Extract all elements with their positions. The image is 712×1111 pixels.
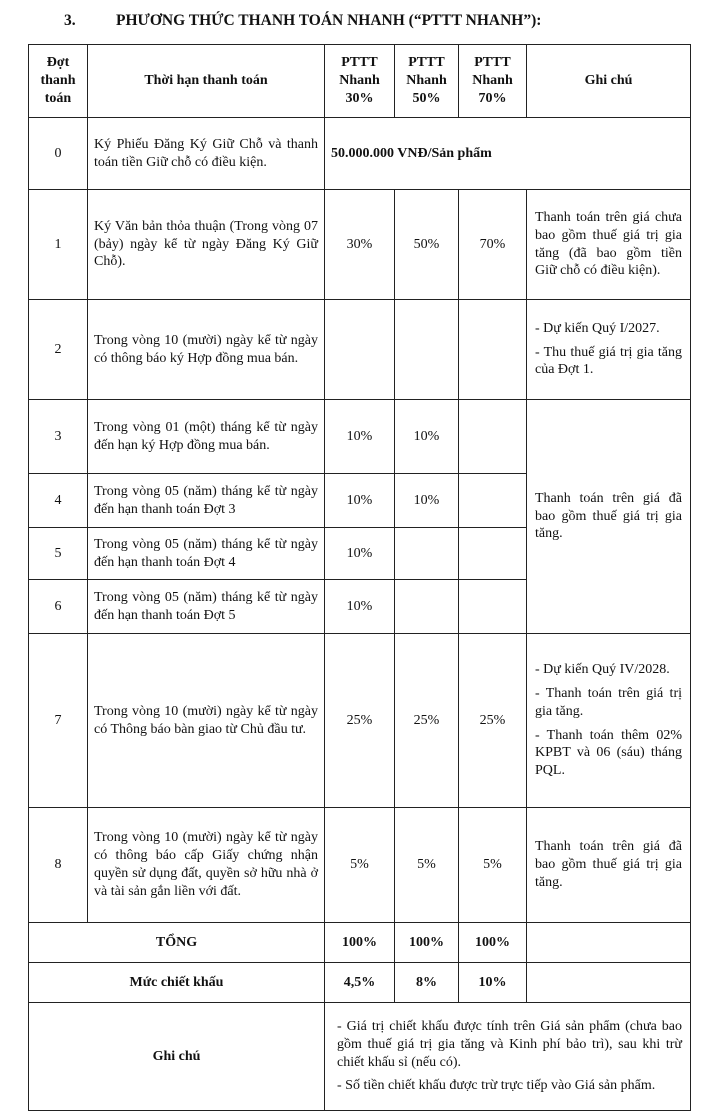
dot-cell: 1 <box>29 190 88 300</box>
table-row <box>29 808 691 923</box>
note-cell <box>527 634 691 808</box>
p70-cell <box>459 528 527 580</box>
p30-cell <box>325 300 395 400</box>
table-row <box>29 634 691 808</box>
note-line: - Dự kiến Quý I/2027. <box>535 320 660 336</box>
time-cell: Trong vòng 05 (năm) tháng kể từ ngày đến hạn thanh toán Đợt 3 <box>88 474 325 528</box>
p70-cell <box>459 400 527 474</box>
total-note-cell <box>527 923 691 963</box>
p50-cell: 50% <box>395 190 459 300</box>
p70-cell: 70% <box>459 190 527 300</box>
deposit-amount-cell: 50.000.000 VNĐ/Sản phẩm <box>325 118 691 190</box>
header-row <box>29 45 691 118</box>
p30-cell: 10% <box>325 474 395 528</box>
dot-cell: 2 <box>29 300 88 400</box>
section-number: 3. <box>64 12 76 29</box>
dot-cell: 4 <box>29 474 88 528</box>
col-time-header: Thời hạn thanh toán <box>88 45 325 118</box>
total-label: TỔNG <box>29 923 325 963</box>
p50-cell <box>395 580 459 634</box>
time-cell: Trong vòng 01 (một) tháng kể từ ngày đến hạn ký Hợp đồng mua bán. <box>88 400 325 474</box>
section-title: PHƯƠNG THỨC THANH TOÁN NHANH (“PTTT NHANH”): <box>116 12 542 29</box>
p50-cell: 5% <box>395 808 459 923</box>
p70-cell <box>459 474 527 528</box>
dot-cell: 7 <box>29 634 88 808</box>
dot-cell: 3 <box>29 400 88 474</box>
p70-cell <box>459 300 527 400</box>
discount-p70: 10% <box>459 963 527 1003</box>
discount-note-cell <box>527 963 691 1003</box>
footnote-text-cell <box>325 1003 691 1111</box>
p70-cell: 25% <box>459 634 527 808</box>
discount-p50: 8% <box>395 963 459 1003</box>
time-cell: Trong vòng 10 (mười) ngày kể từ ngày có thông báo ký Hợp đồng mua bán. <box>88 300 325 400</box>
dot-cell: 8 <box>29 808 88 923</box>
dot-cell: 0 <box>29 118 88 190</box>
time-cell: Trong vòng 05 (năm) tháng kể từ ngày đến hạn thanh toán Đợt 5 <box>88 580 325 634</box>
p50-cell <box>395 528 459 580</box>
time-cell: Ký Văn bản thỏa thuận (Trong vòng 07 (bảy) ngày kể từ ngày Đăng Ký Giữ Chỗ). <box>88 190 325 300</box>
p30-cell: 10% <box>325 528 395 580</box>
footnote-line: - Giá trị chiết khấu được tính trên Giá sản phẩm (chưa bao gồm thuế giá trị gia tăng và Kinh phí bảo trì), sau khi trừ chiết khấu sỉ (nếu có). <box>337 1018 682 1070</box>
section-heading <box>64 12 541 30</box>
note-cell: Thanh toán trên giá đã bao gồm thuế giá trị gia tăng. <box>527 808 691 923</box>
dot-cell: 6 <box>29 580 88 634</box>
p30-cell: 5% <box>325 808 395 923</box>
col-note-header: Ghi chú <box>527 45 691 118</box>
table-row <box>29 400 691 474</box>
dot-cell: 5 <box>29 528 88 580</box>
note-line: - Thu thuế giá trị gia tăng của Đợt 1. <box>535 344 682 378</box>
p70-cell <box>459 580 527 634</box>
p50-cell: 10% <box>395 474 459 528</box>
table-row <box>29 300 691 400</box>
table-row <box>29 190 691 300</box>
p30-cell: 25% <box>325 634 395 808</box>
time-cell: Ký Phiếu Đăng Ký Giữ Chỗ và thanh toán tiền Giữ chỗ có điều kiện. <box>88 118 325 190</box>
note-line: - Thanh toán thêm 02% KPBT và 06 (sáu) tháng PQL. <box>535 727 682 779</box>
footnote-label: Ghi chú <box>29 1003 325 1111</box>
note-line: - Thanh toán trên giá trị gia tăng. <box>535 685 682 719</box>
p50-cell: 25% <box>395 634 459 808</box>
p30-cell: 30% <box>325 190 395 300</box>
payment-schedule-table <box>28 44 691 1111</box>
note-cell <box>527 300 691 400</box>
discount-label: Mức chiết khấu <box>29 963 325 1003</box>
footnote-line: - Số tiền chiết khấu được trừ trực tiếp vào Giá sản phẩm. <box>337 1078 656 1094</box>
p30-cell: 10% <box>325 400 395 474</box>
col-p70-header: PTTT Nhanh 70% <box>459 45 527 118</box>
discount-p30: 4,5% <box>325 963 395 1003</box>
col-p50-header: PTTT Nhanh 50% <box>395 45 459 118</box>
col-dot-header: Đợt thanh toán <box>29 45 88 118</box>
table-row <box>29 118 691 190</box>
total-row <box>29 923 691 963</box>
time-cell: Trong vòng 10 (mười) ngày kể từ ngày có Thông báo bàn giao từ Chủ đầu tư. <box>88 634 325 808</box>
p70-cell: 5% <box>459 808 527 923</box>
discount-row <box>29 963 691 1003</box>
note-cell-merged: Thanh toán trên giá đã bao gồm thuế giá trị gia tăng. <box>527 400 691 634</box>
total-p30: 100% <box>325 923 395 963</box>
p30-cell: 10% <box>325 580 395 634</box>
total-p50: 100% <box>395 923 459 963</box>
p50-cell: 10% <box>395 400 459 474</box>
note-line: - Dự kiến Quý IV/2028. <box>535 661 670 677</box>
total-p70: 100% <box>459 923 527 963</box>
col-p30-header: PTTT Nhanh 30% <box>325 45 395 118</box>
note-cell: Thanh toán trên giá chưa bao gồm thuế giá trị gia tăng (đã bao gồm tiền Giữ chỗ có điều kiện). <box>527 190 691 300</box>
time-cell: Trong vòng 05 (năm) tháng kể từ ngày đến hạn thanh toán Đợt 4 <box>88 528 325 580</box>
time-cell: Trong vòng 10 (mười) ngày kể từ ngày có thông báo cấp Giấy chứng nhận quyền sử dụng đất, quyền sở hữu nhà ở và tài sản gắn liền với đất. <box>88 808 325 923</box>
footnote-row <box>29 1003 691 1111</box>
p50-cell <box>395 300 459 400</box>
